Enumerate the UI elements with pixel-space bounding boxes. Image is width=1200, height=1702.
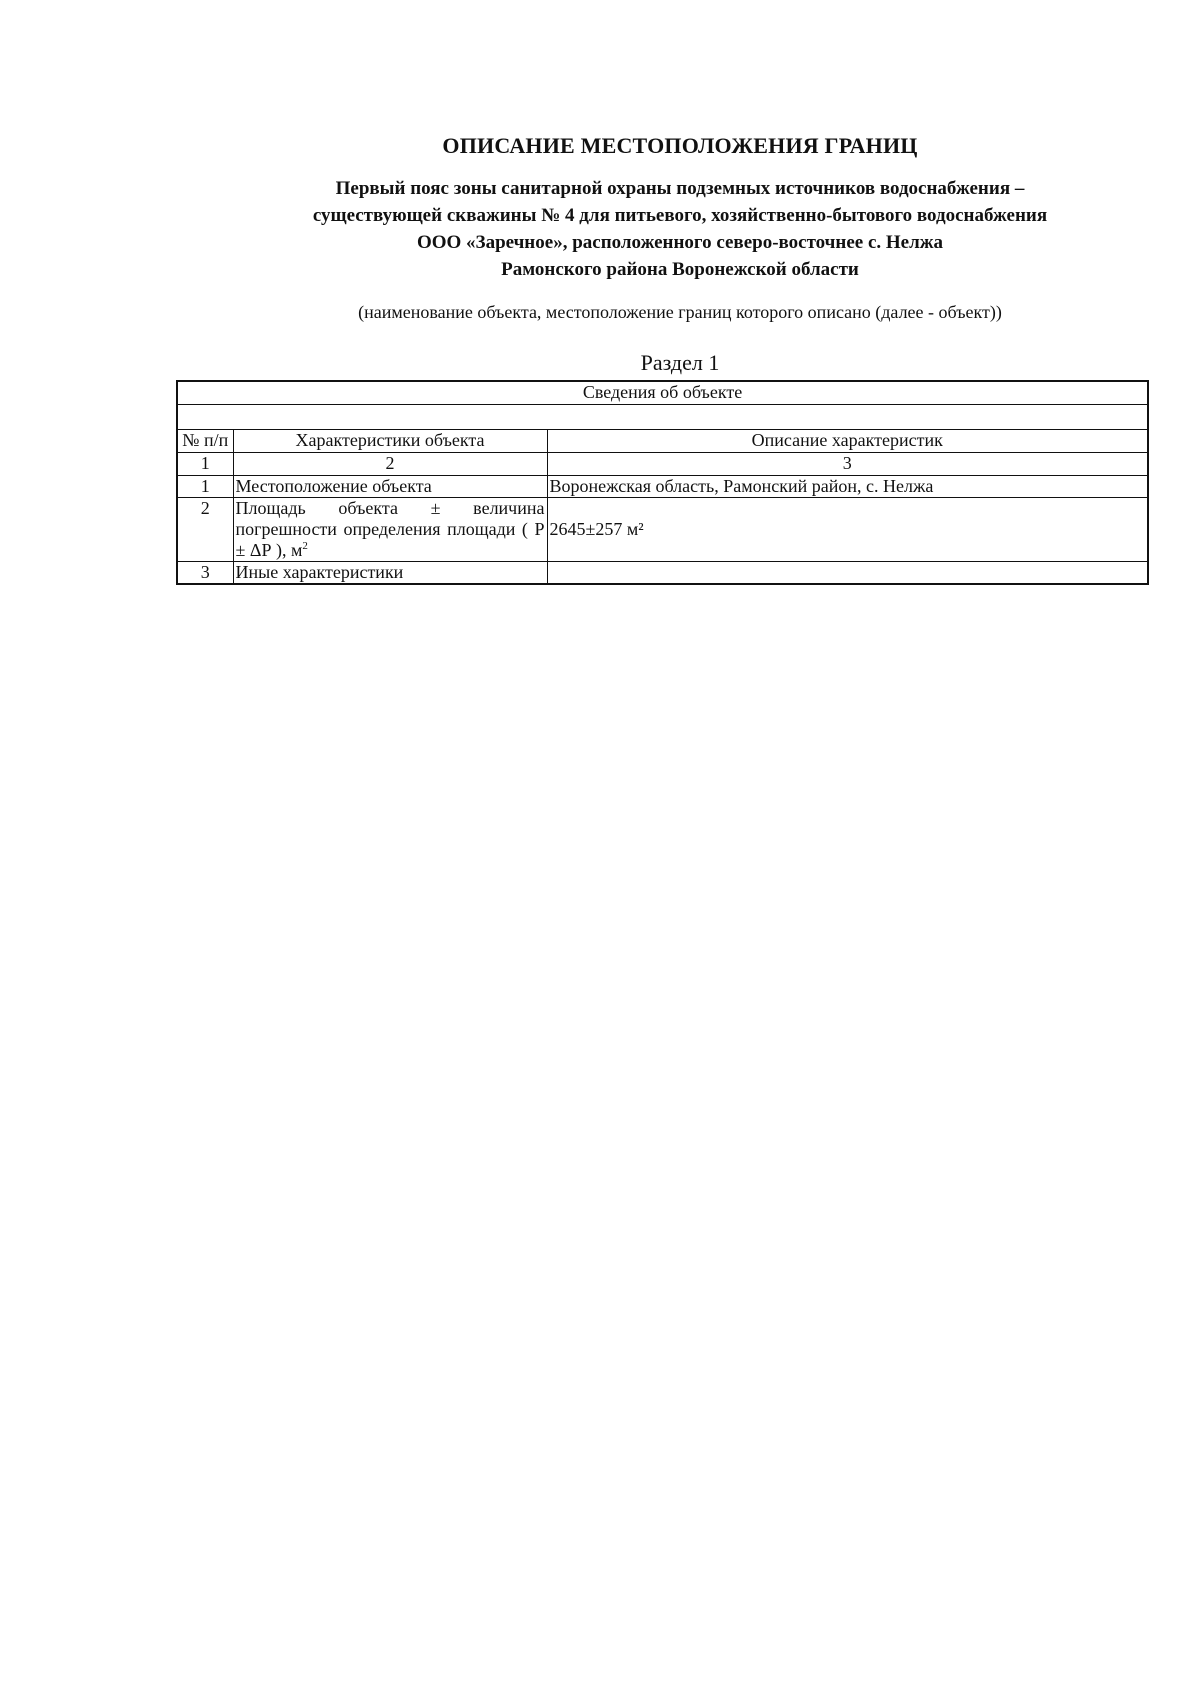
header-cell-characteristic: Характеристики объекта <box>233 430 547 453</box>
object-info-table <box>176 380 1149 585</box>
document-subtitle <box>175 175 1185 283</box>
row-label-superscript: 2 <box>302 540 308 552</box>
row-label-cell: Местоположение объекта <box>233 476 547 498</box>
table-column-numbers-row <box>177 453 1148 476</box>
row-number-cell: 1 <box>177 476 233 498</box>
subtitle-line: Рамонского района Воронежской области <box>501 259 859 280</box>
section-label: Раздел 1 <box>640 350 720 375</box>
column-number-cell: 1 <box>177 453 233 476</box>
row-label-cell <box>233 498 547 562</box>
subtitle-line: существующей скважины № 4 для питьевого, хозяйственно-бытового водоснабжения <box>312 205 1048 226</box>
table-row <box>177 562 1148 585</box>
subtitle-line: ООО «Заречное», расположенного северо-восточнее с. Нелжа <box>416 232 944 253</box>
document-title: ОПИСАНИЕ МЕСТОПОЛОЖЕНИЯ ГРАНИЦ <box>442 133 918 158</box>
table-empty-cell <box>177 405 1148 430</box>
row-value-cell <box>547 562 1148 585</box>
subtitle-line: Первый пояс зоны санитарной охраны подземных источников водоснабжения – <box>335 178 1025 199</box>
table-header-row <box>177 430 1148 453</box>
row-number-cell: 2 <box>177 498 233 562</box>
table-empty-row <box>177 405 1148 430</box>
table-row <box>177 498 1148 562</box>
row-number-cell: 3 <box>177 562 233 585</box>
row-label-text: Площадь объекта ± величина погрешности определения площади ( Р ± ΔР ), м <box>235 498 545 560</box>
header-cell-description: Описание характеристик <box>547 430 1148 453</box>
row-label-cell: Иные характеристики <box>233 562 547 585</box>
table-caption-row <box>177 381 1148 405</box>
header-cell-num: № п/п <box>177 430 233 453</box>
row-value-cell: Воронежская область, Рамонский район, с. Нелжа <box>547 476 1148 498</box>
column-number-cell: 2 <box>233 453 547 476</box>
row-value-cell: 2645±257 м² <box>547 498 1148 562</box>
table-row <box>177 476 1148 498</box>
object-caption: (наименование объекта, местоположение границ которого описано (далее - объект)) <box>358 302 1002 322</box>
table-caption: Сведения об объекте <box>177 381 1148 405</box>
column-number-cell: 3 <box>547 453 1148 476</box>
